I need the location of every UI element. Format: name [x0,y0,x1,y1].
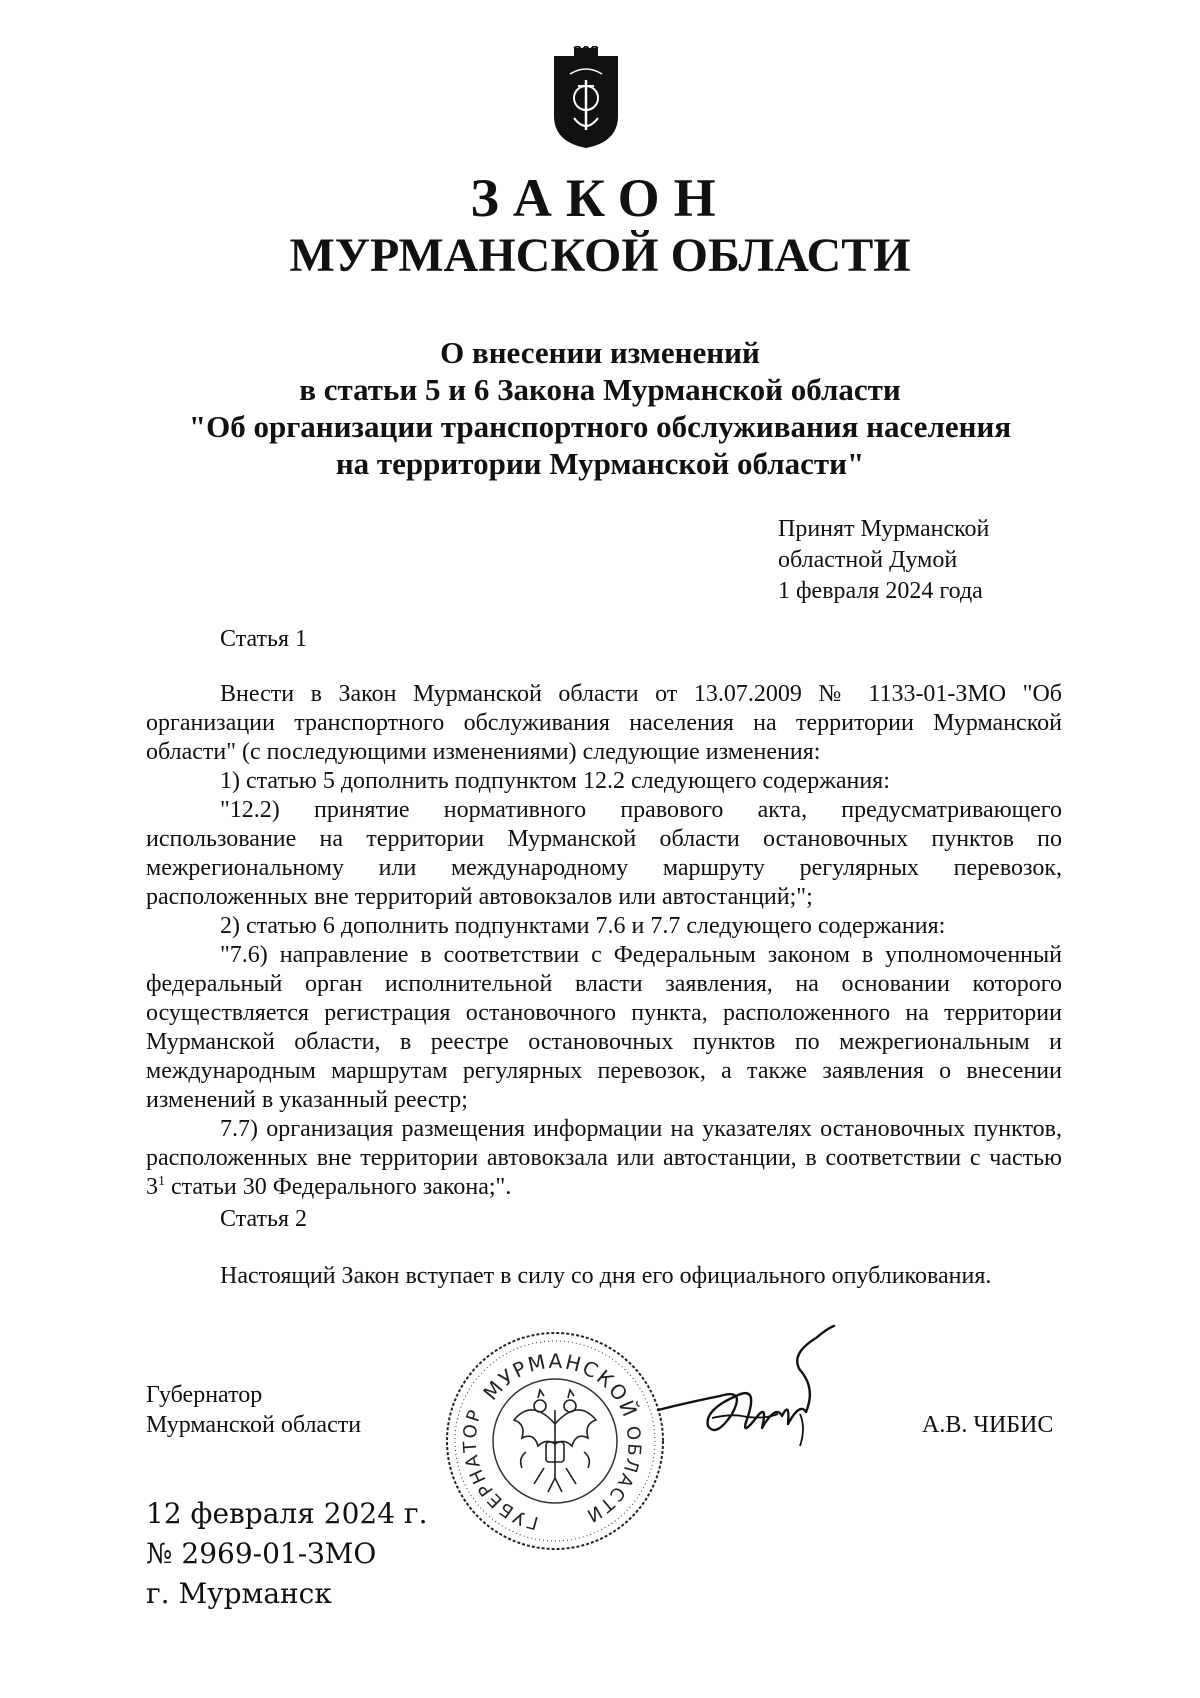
official-seal [442,1328,668,1554]
adoption-date: 1 февраля 2024 года [778,578,983,604]
superscript: 1 [158,1174,165,1189]
subject-line: "Об организации транспортного обслуживания населения [188,409,1012,444]
adoption-note [778,514,989,607]
adoption-line: Принят Мурманской [778,516,990,542]
article-1-item-1-text: "12.2) принятие нормативного правового акта, предусматривающего использование на территории Мурманской области остановочных пунктов по межрегиональному или международному маршруту регулярных перевозок, расположенных вне территорий автовокзалов или автостанций;"; [146,797,1062,910]
svg-text:МУРМАНСКОЙ [478,1349,642,1422]
law-region-title: МУРМАНСКОЙ ОБЛАСТИ [289,229,911,282]
governor-title-line: Губернатор [146,1382,263,1408]
signing-details [146,1494,427,1614]
article-1-intro: Внести в Закон Мурманской области от 13.07.2009 № 1133-01-ЗМО "Об организации транспортного обслуживания населения на территории Мурманской области" (с последующими изменениями) следующие изменения: [146,681,1062,765]
article-2-heading: Статья 2 [220,1206,307,1232]
governor-title [146,1380,361,1440]
article-1-item-2: 2) статью 6 дополнить подпунктами 7.6 и 7.7 следующего содержания: [220,913,946,939]
signing-city: г. Мурманск [146,1577,332,1610]
seal-top-text: МУРМАНСКОЙ [478,1348,643,1422]
signature-icon [650,1318,850,1468]
subject-line: на территории Мурманской области" [335,446,865,481]
subject-line: в статьи 5 и 6 Закона Мурманской области [299,372,901,407]
svg-text:ОБЛАСТИ [582,1425,645,1527]
coat-of-arms-emblem [552,46,620,150]
article-2-text: Настоящий Закон вступает в силу со дня его официального опубликования. [220,1263,992,1289]
seal-left-text: ГУБЕРНАТОР [459,1405,541,1534]
article-1-item-2-text-2 [146,1115,1062,1202]
law-title: ЗАКОН [470,168,730,228]
article-2-body [146,1262,1062,1291]
signing-date: 12 февраля 2024 г. [146,1497,428,1530]
item-2-text-2-part-b: статьи 30 Федерального закона;". [165,1174,512,1200]
governor-name: А.В. ЧИБИС [922,1412,1054,1438]
subject-line: О внесении изменений [440,335,760,370]
item-2-text-2-part-a: 7.7) организация размещения информации на указателях остановочных пунктов, расположенных вне территории автовокзала или автостанции, в соответствии с частью 3 [146,1116,1062,1200]
article-1-heading: Статья 1 [220,626,307,652]
article-1-body [146,680,1062,1202]
article-1-item-2-text-1: "7.6) направление в соответствии с Федеральным законом в уполномоченный федеральный орган исполнительной власти заявления, на основании которого осуществляется регистрация остановочного пункта, расположенного на территории Мурманской области, в реестре остановочных пунктов по межрегиональным и международным маршрутам регулярных перевозок, а также заявления о внесении изменений в указанный реестр; [146,942,1062,1113]
seal-right-text: ОБЛАСТИ [581,1424,645,1527]
article-1-item-1: 1) статью 5 дополнить подпунктом 12.2 следующего содержания: [220,768,890,794]
adoption-line: областной Думой [778,547,958,573]
governor-title-line: Мурманской области [146,1412,362,1438]
eagle-icon [514,1390,596,1492]
law-subject [100,334,1100,482]
law-number: № 2969-01-ЗМО [146,1537,377,1570]
